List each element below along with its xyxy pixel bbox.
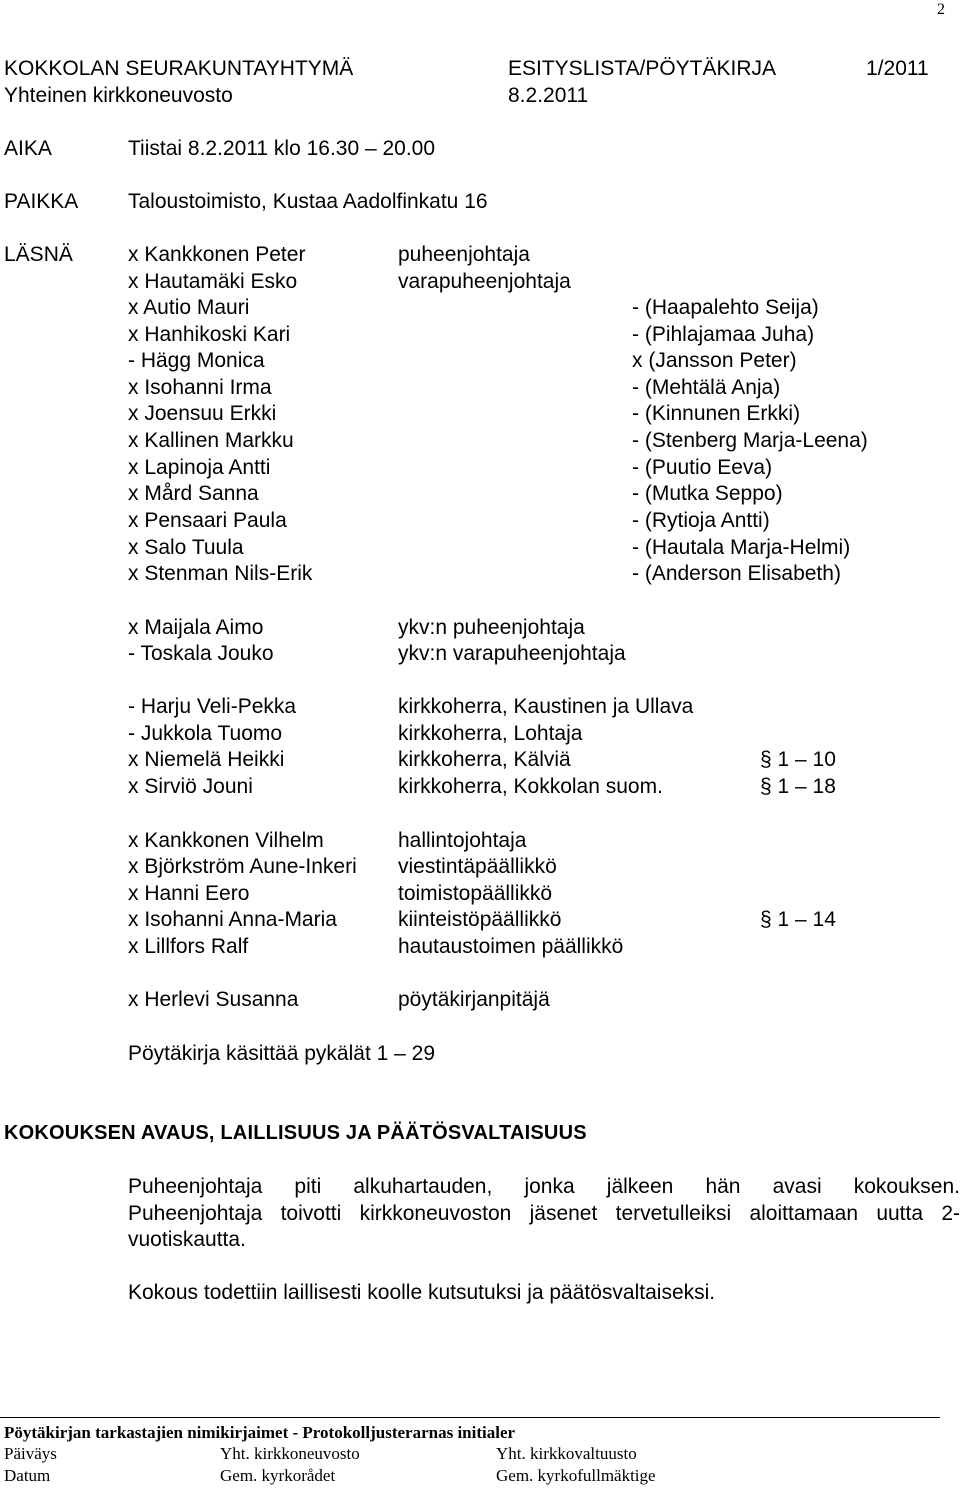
- document-number: 1/2011: [866, 57, 929, 80]
- attendee-name: - Jukkola Tuomo: [128, 722, 283, 745]
- attendee-name: x Isohanni Anna-Maria: [128, 908, 337, 931]
- sections-note: Pöytäkirja käsittää pykälät 1 – 29: [128, 1042, 436, 1065]
- attendee-role: hallintojohtaja: [398, 829, 527, 852]
- member-deputy: - (Stenberg Marja-Leena): [632, 429, 868, 452]
- document-type: ESITYSLISTA/PÖYTÄKIRJA: [508, 57, 777, 80]
- member-name: x Isohanni Irma: [128, 376, 272, 399]
- body-name: Yhteinen kirkkoneuvosto: [4, 84, 233, 107]
- attendee-role: hautaustoimen päällikkö: [398, 935, 624, 958]
- attendee-name: x Niemelä Heikki: [128, 748, 285, 771]
- secretary-name: x Herlevi Susanna: [128, 988, 299, 1011]
- attendee-role: kirkkoherra, Kälviä: [398, 748, 571, 771]
- footer-board-label: Yht. kirkkoneuvosto: [220, 1444, 360, 1463]
- member-name: - Hägg Monica: [128, 349, 265, 372]
- attendee-name: x Maijala Aimo: [128, 616, 264, 639]
- attendee-role: varapuheenjohtaja: [398, 270, 571, 293]
- attendee-name: x Björkström Aune-Inkeri: [128, 855, 357, 878]
- member-name: x Autio Mauri: [128, 296, 250, 319]
- member-name: x Pensaari Paula: [128, 509, 287, 532]
- opening-paragraph: [128, 1174, 960, 1254]
- place-label: PAIKKA: [4, 190, 79, 213]
- present-label: LÄSNÄ: [4, 243, 73, 266]
- member-deputy: - (Kinnunen Erkki): [632, 402, 801, 425]
- member-name: x Lapinoja Antti: [128, 456, 271, 479]
- footer-divider: [0, 1417, 940, 1418]
- secretary-role: pöytäkirjanpitäjä: [398, 988, 550, 1011]
- attendee-name: x Sirviö Jouni: [128, 775, 253, 798]
- member-name: x Kallinen Markku: [128, 429, 294, 452]
- member-name: x Hanhikoski Kari: [128, 323, 291, 346]
- quorum-paragraph: Kokous todettiin laillisesti koolle kutsutuksi ja päätösvaltaiseksi.: [128, 1281, 716, 1304]
- time-value: Tiistai 8.2.2011 klo 16.30 – 20.00: [128, 137, 436, 160]
- attendee-role: kiinteistöpäällikkö: [398, 908, 562, 931]
- member-deputy: - (Pihlajamaa Juha): [632, 323, 815, 346]
- member-name: x Mård Sanna: [128, 482, 259, 505]
- section-heading: KOKOUKSEN AVAUS, LAILLISUUS JA PÄÄTÖSVALTAISUUS: [4, 1122, 587, 1144]
- member-deputy: - (Rytioja Antti): [632, 509, 770, 532]
- member-deputy: - (Mehtälä Anja): [632, 376, 781, 399]
- member-deputy: - (Haapalehto Seija): [632, 296, 819, 319]
- attendance-sections: § 1 – 18: [760, 775, 836, 798]
- time-label: AIKA: [4, 137, 52, 160]
- place-value: Taloustoimisto, Kustaa Aadolfinkatu 16: [128, 190, 488, 213]
- attendee-name: x Hautamäki Esko: [128, 270, 298, 293]
- footer-date-label: Päiväys: [4, 1444, 57, 1463]
- member-deputy: x (Jansson Peter): [632, 349, 797, 372]
- footer-board-label-sv: Gem. kyrkorådet: [220, 1466, 336, 1485]
- attendee-role: kirkkoherra, Kokkolan suom.: [398, 775, 663, 798]
- attendee-name: x Kankkonen Peter: [128, 243, 306, 266]
- welcome-sentence: Puheenjohtaja toivotti kirkkoneuvoston jäsenet tervetulleiksi aloittamaan uutta 2-vuotiskautta.: [128, 1201, 960, 1251]
- attendee-role: puheenjohtaja: [398, 243, 530, 266]
- attendee-name: - Toskala Jouko: [128, 642, 274, 665]
- attendee-role: ykv:n puheenjohtaja: [398, 616, 585, 639]
- organization-name: KOKKOLAN SEURAKUNTAYHTYMÄ: [4, 57, 354, 80]
- attendee-name: x Kankkonen Vilhelm: [128, 829, 324, 852]
- attendance-sections: § 1 – 10: [760, 748, 836, 771]
- opening-sentence: Puheenjohtaja piti alkuhartauden, jonka jälkeen hän avasi kokouksen.: [128, 1175, 960, 1198]
- member-deputy: - (Hautala Marja-Helmi): [632, 536, 851, 559]
- attendee-role: kirkkoherra, Kaustinen ja Ullava: [398, 695, 694, 718]
- attendee-name: - Harju Veli-Pekka: [128, 695, 297, 718]
- footer-council-label: Yht. kirkkovaltuusto: [496, 1444, 637, 1463]
- attendee-role: kirkkoherra, Lohtaja: [398, 722, 583, 745]
- member-deputy: - (Anderson Elisabeth): [632, 562, 841, 585]
- footer-council-label-sv: Gem. kyrkofullmäktige: [496, 1466, 656, 1485]
- member-deputy: - (Puutio Eeva): [632, 456, 773, 479]
- attendee-name: x Hanni Eero: [128, 882, 250, 905]
- member-name: x Salo Tuula: [128, 536, 244, 559]
- attendance-sections: § 1 – 14: [760, 908, 836, 931]
- meeting-date: 8.2.2011: [508, 84, 589, 107]
- attendee-name: x Lillfors Ralf: [128, 935, 249, 958]
- attendee-role: viestintäpäällikkö: [398, 855, 557, 878]
- footer-title: Pöytäkirjan tarkastajien nimikirjaimet - Protokolljusterarnas initialer: [4, 1423, 516, 1442]
- member-name: x Stenman Nils-Erik: [128, 562, 313, 585]
- footer-date-label-sv: Datum: [4, 1466, 51, 1485]
- attendee-role: ykv:n varapuheenjohtaja: [398, 642, 626, 665]
- member-deputy: - (Mutka Seppo): [632, 482, 783, 505]
- member-name: x Joensuu Erkki: [128, 402, 277, 425]
- page-number: 2: [937, 1, 945, 18]
- attendee-role: toimistopäällikkö: [398, 882, 553, 905]
